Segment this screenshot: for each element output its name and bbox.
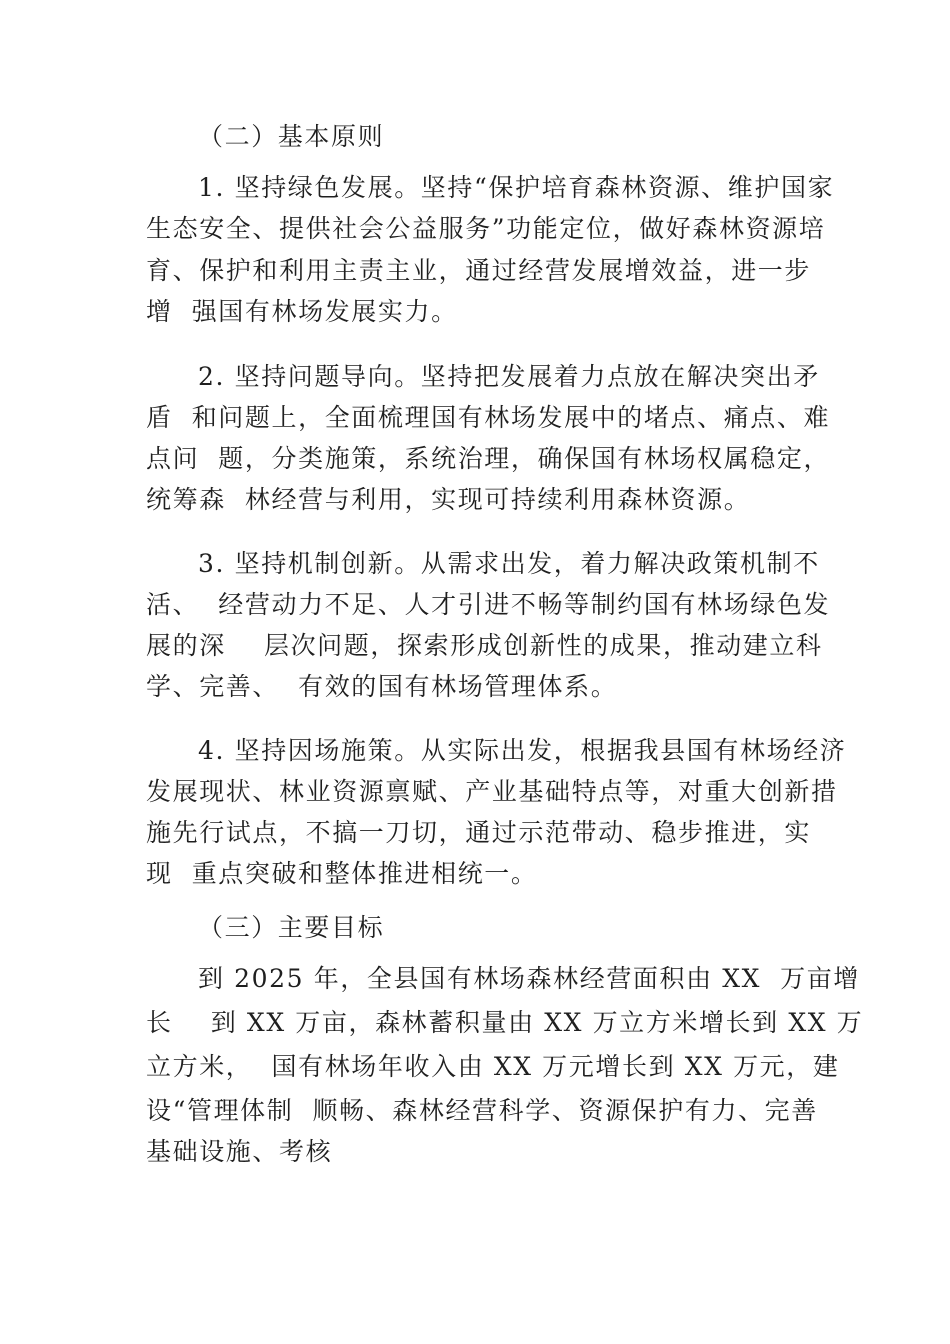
- principle-2-line-1: 2. 坚持问题导向。坚持把发展着力点放在解决突出矛: [198, 362, 820, 391]
- principle-2-line-4: 统筹森 林经营与利用，实现可持续利用森林资源。: [146, 485, 751, 514]
- goals-line-4: 设“管理体制 顺畅、森林经营科学、资源保护有力、完善: [146, 1096, 818, 1125]
- section-3-heading: （三）主要目标: [198, 913, 385, 942]
- goals-line-2: 长 到 XX 万亩，森林蓄积量由 XX 万立方米增长到 XX 万: [146, 1008, 864, 1037]
- principle-3-line-1: 3. 坚持机制创新。从需求出发，着力解决政策机制不: [198, 549, 820, 578]
- principle-3-line-4: 学、完善、 有效的国有林场管理体系。: [146, 672, 618, 701]
- principle-3-line-3: 展的深 层次问题，探索形成创新性的成果，推动建立科: [146, 631, 823, 660]
- principle-3-line-2: 活、 经营动力不足、人才引进不畅等制约国有林场绿色发: [146, 590, 831, 619]
- principle-1-line-4: 增 强国有林场发展实力。: [146, 297, 458, 326]
- principle-2-line-3: 点问 题，分类施策，系统治理，确保国有林场权属稳定，: [146, 444, 831, 473]
- goals-line-3: 立方米， 国有林场年收入由 XX 万元增长到 XX 万元，建: [146, 1052, 840, 1081]
- principle-2-line-2: 盾 和问题上，全面梳理国有林场发展中的堵点、痛点、难: [146, 403, 831, 432]
- principle-4-line-3: 施先行试点，不搞一刀切，通过示范带动、稳步推进，实: [146, 818, 812, 847]
- principle-1-line-3: 育、保护和利用主责主业，通过经营发展增效益，进一步: [146, 256, 812, 285]
- goals-line-5: 基础设施、考核: [146, 1137, 333, 1166]
- principle-1-line-2: 生态安全、提供社会公益服务”功能定位，做好森林资源培: [146, 214, 826, 243]
- principle-4-line-1: 4. 坚持因场施策。从实际出发，根据我县国有林场经济: [198, 736, 847, 765]
- section-2-heading: （二）基本原则: [198, 122, 385, 151]
- principle-1-line-1: 1. 坚持绿色发展。坚持“保护培育森林资源、维护国家: [198, 173, 835, 202]
- goals-line-1: 到 2025 年，全县国有林场森林经营面积由 XX 万亩增: [198, 964, 860, 993]
- principle-4-line-2: 发展现状、林业资源禀赋、产业基础特点等，对重大创新措: [146, 777, 838, 806]
- principle-4-line-4: 现 重点突破和整体推进相统一。: [146, 859, 538, 888]
